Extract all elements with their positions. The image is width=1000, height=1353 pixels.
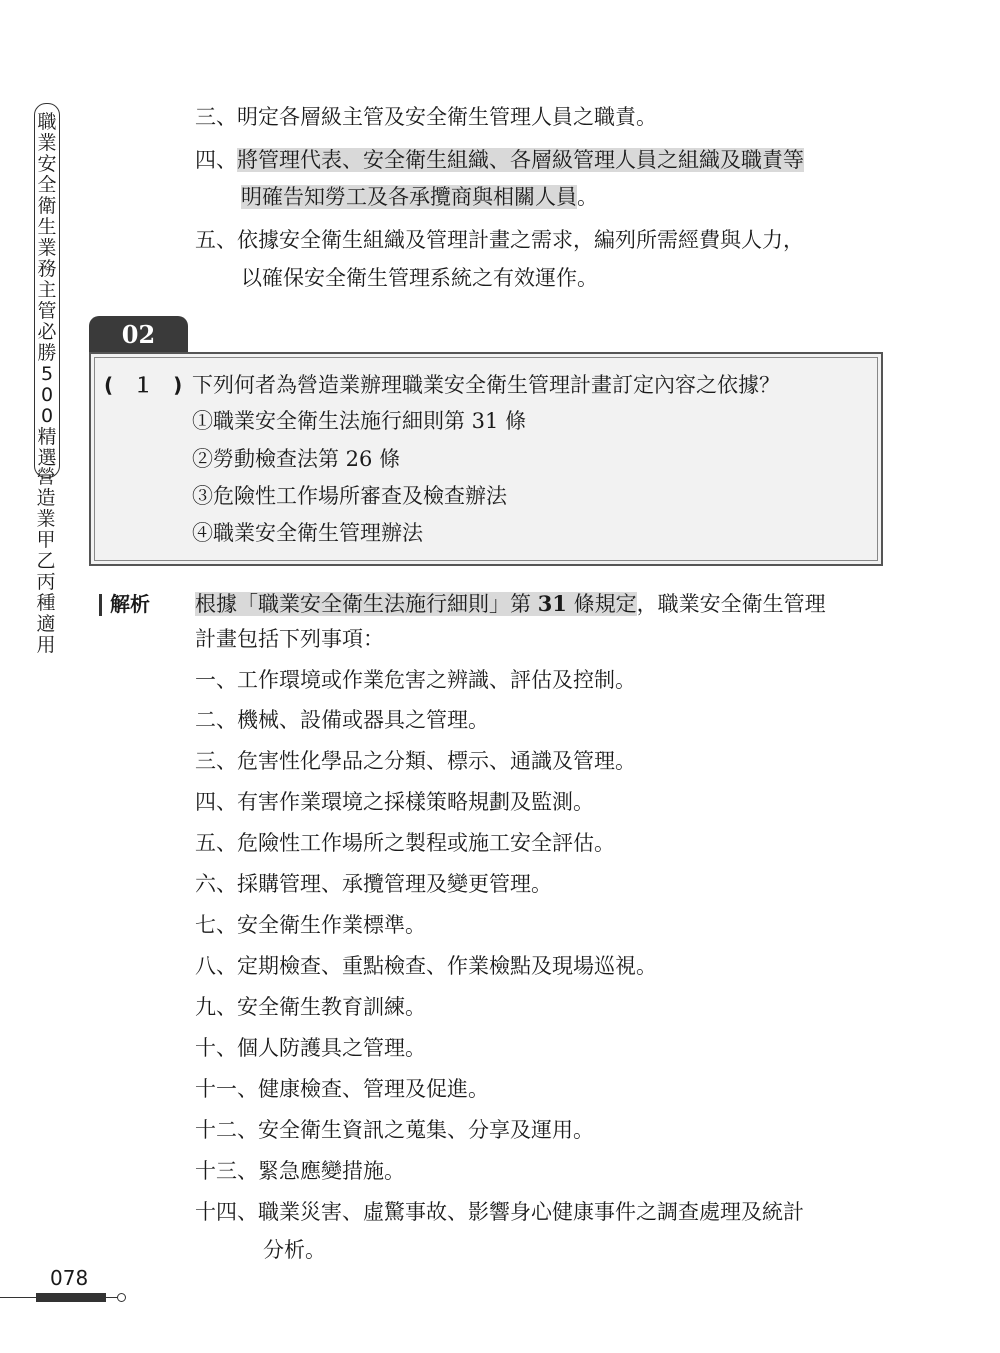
intro-item-three [195, 103, 657, 131]
intro-item-four-cont [241, 183, 598, 211]
analysis-label: 解析 [110, 592, 150, 616]
question-number-tab [89, 316, 188, 352]
analysis-item: 一、工作環境或作業危害之辨識、評估及控制。 [195, 668, 636, 692]
analysis-item: 六、採購管理、承攬管理及變更管理。 [195, 872, 552, 896]
intro-item-text: 以確保安全衛生管理系統之有效運作。 [241, 266, 598, 290]
analysis-marker [99, 594, 102, 616]
analysis-item: 十二、安全衛生資訊之蒐集、分享及運用。 [195, 1118, 594, 1142]
analysis-item: 十、個人防護具之管理。 [195, 1036, 426, 1060]
question-stem: 下列何者為營造業辦理職業安全衛生管理計畫訂定內容之依據？ [192, 373, 780, 397]
question-answer: ( １ ) [104, 373, 183, 397]
analysis-last-line: 分析。 [263, 1238, 326, 1262]
analysis-item: 十四、職業災害、虛驚事故、影響身心健康事件之調查處理及統計 [195, 1200, 804, 1224]
analysis-item: 十三、緊急應變措施。 [195, 1159, 405, 1183]
side-subtitle-text: 營 造 業 甲 乙 丙 種 適 用 [36, 466, 56, 656]
analysis-item: 三、危害性化學品之分類、標示、通識及管理。 [195, 749, 636, 773]
analysis-item: 十一、健康檢查、管理及促進。 [195, 1077, 489, 1101]
highlighted-text: 將管理代表、安全衛生組織、各層級管理人員之組織及職責等 [237, 148, 804, 172]
analysis-lead-b: 條規定 [573, 592, 637, 616]
intro-item-five-cont [241, 264, 598, 292]
question-number: 02 [121, 320, 156, 349]
side-book-subtitle [34, 467, 58, 656]
analysis-lead-a: 根據「職業安全衛生法施行細則」第 [195, 592, 531, 616]
intro-item-text: 三、明定各層級主管及安全衛生管理人員之職責。 [195, 105, 657, 129]
intro-item-prefix: 四、 [195, 148, 237, 172]
question-option-1: ①職業安全衛生法施行細則第 31 條 [192, 409, 527, 433]
analysis-item: 九、安全衛生教育訓練。 [195, 995, 426, 1019]
analysis-item: 二、機械、設備或器具之管理。 [195, 708, 489, 732]
intro-item-text: 五、依據安全衛生組織及管理計畫之需求，編列所需經費與人力， [195, 228, 804, 252]
analysis-item: 七、安全衛生作業標準。 [195, 913, 426, 937]
page-rule-bar [36, 1293, 106, 1302]
intro-item-five [195, 226, 804, 254]
analysis-lead-line2: 計畫包括下列事項： [195, 627, 384, 651]
page-number: 078 [50, 1266, 89, 1290]
question-option-2: ②勞動檢查法第 26 條 [192, 447, 401, 471]
question-option-3: ③危險性工作場所審查及檢查辦法 [192, 484, 507, 508]
side-title-text: 職 業 安 全 衛 生 業 務 主 管 必 勝 5 0 0 精 選 [37, 111, 57, 469]
analysis-item: 八、定期檢查、重點檢查、作業檢點及現場巡視。 [195, 954, 657, 978]
analysis-item: 四、有害作業環境之採樣策略規劃及監測。 [195, 790, 594, 814]
page-rule [0, 1297, 36, 1298]
analysis-lead [195, 590, 826, 618]
highlighted-text [195, 592, 637, 616]
analysis-item: 五、危險性工作場所之製程或施工安全評估。 [195, 831, 615, 855]
question-option-4: ④職業安全衛生管理辦法 [192, 521, 423, 545]
page-rule-dot [117, 1293, 126, 1302]
analysis-lead-number: 31 [537, 591, 567, 616]
highlighted-text: 明確告知勞工及各承攬商與相關人員 [241, 185, 577, 209]
intro-item-end: 。 [577, 185, 598, 209]
side-book-title [34, 103, 60, 478]
analysis-lead-rest: ，職業安全衛生管理 [636, 592, 826, 616]
intro-item-four [195, 146, 804, 174]
